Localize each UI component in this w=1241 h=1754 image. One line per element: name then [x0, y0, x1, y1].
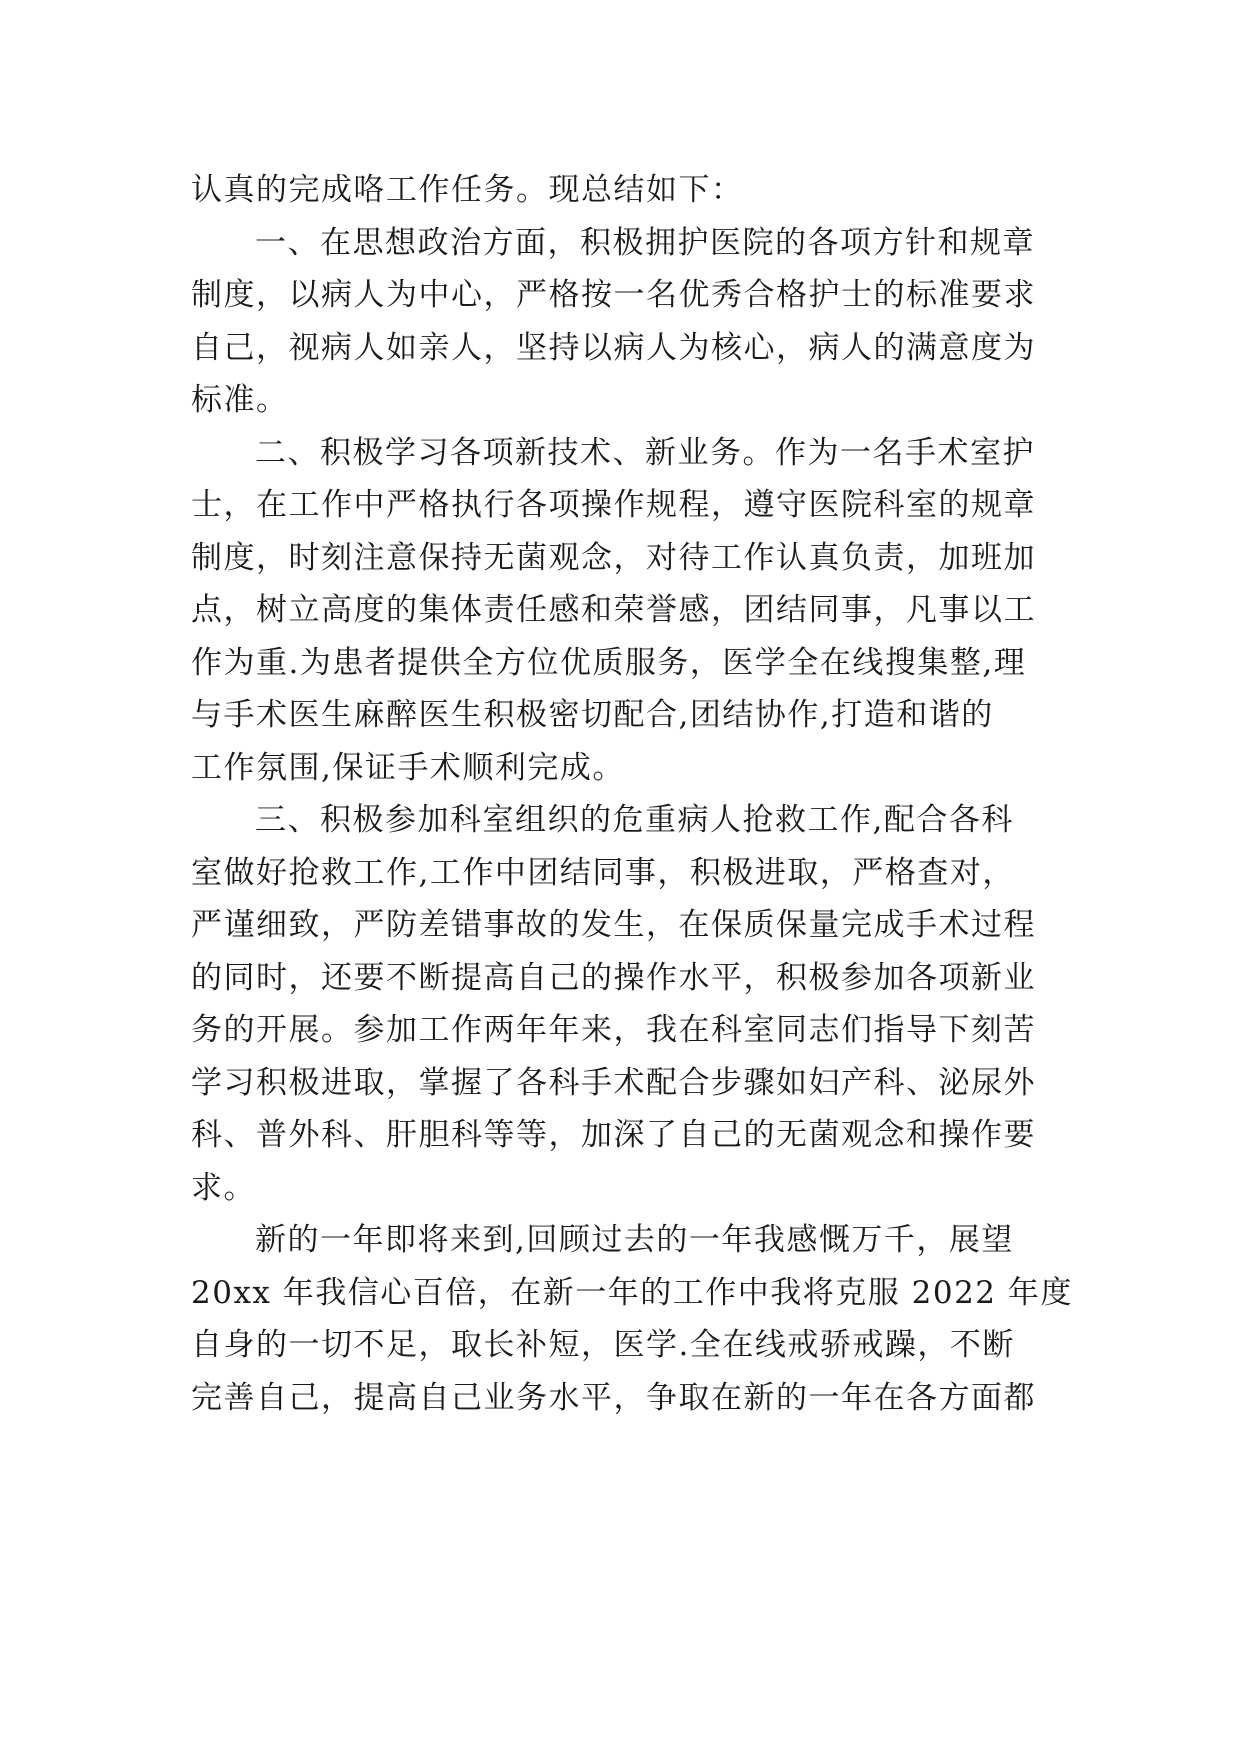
text-line: 士，在工作中严格执行各项操作规程，遵守医院科室的规章 [191, 487, 1036, 523]
text-line: 一、在思想政治方面，积极拥护医院的各项方针和规章 [255, 224, 1035, 261]
text-line: 自己，视病人如亲人，坚持以病人为核心，病人的满意度为 [191, 329, 1036, 366]
text-line: 与手术医生麻醉医生积极密切配合,团结协作,打造和谐的 [191, 697, 994, 733]
text-line: 严谨细致，严防差错事故的发生，在保质保量完成手术过程 [191, 907, 1036, 943]
text-line: 点，树立高度的集体责任感和荣誉感，团结同事，凡事以工 [191, 592, 1036, 628]
text-line: 完善自己，提高自己业务水平，争取在新的一年在各方面都 [191, 1379, 1036, 1416]
text-line: 作为重.为患者提供全方位优质服务，医学全在线搜集整,理 [191, 644, 1027, 681]
text-line: 二、积极学习各项新技术、新业务。作为一名手术室护 [255, 434, 1035, 471]
text-line: 20xx 年我信心百倍，在新一年的工作中我将克服 2022 年度 [191, 1274, 1073, 1311]
text-line: 工作氛围,保证手术顺利完成。 [191, 749, 625, 786]
text-line: 制度，时刻注意保持无菌观念，对待工作认真负责，加班加 [191, 539, 1036, 576]
text-line: 求。 [191, 1169, 256, 1206]
text-line: 科、普外科、肝胆科等等，加深了自己的无菌观念和操作要 [191, 1117, 1036, 1153]
text-line: 标准。 [191, 382, 289, 418]
text-line: 新的一年即将来到,回顾过去的一年我感慨万千，展望 [255, 1222, 1014, 1258]
text-line: 室做好抢救工作,工作中团结同事，积极进取，严格查对， [191, 854, 1015, 891]
text-line: 制度，以病人为中心，严格按一名优秀合格护士的标准要求 [191, 277, 1036, 313]
text-line: 学习积极进取，掌握了各科手术配合步骤如妇产科、泌尿外 [191, 1064, 1036, 1101]
text-line: 的同时，还要不断提高自己的操作水平，积极参加各项新业 [191, 959, 1036, 996]
text-line: 自身的一切不足，取长补短，医学.全在线戒骄戒躁，不断 [191, 1327, 1015, 1363]
text-line: 认真的完成咯工作任务。现总结如下： [191, 172, 744, 208]
text-line: 务的开展。参加工作两年年来，我在科室同志们指导下刻苦 [191, 1012, 1036, 1048]
document-body [191, 164, 1073, 1424]
text-line: 三、积极参加科室组织的危重病人抢救工作,配合各科 [255, 802, 1014, 838]
